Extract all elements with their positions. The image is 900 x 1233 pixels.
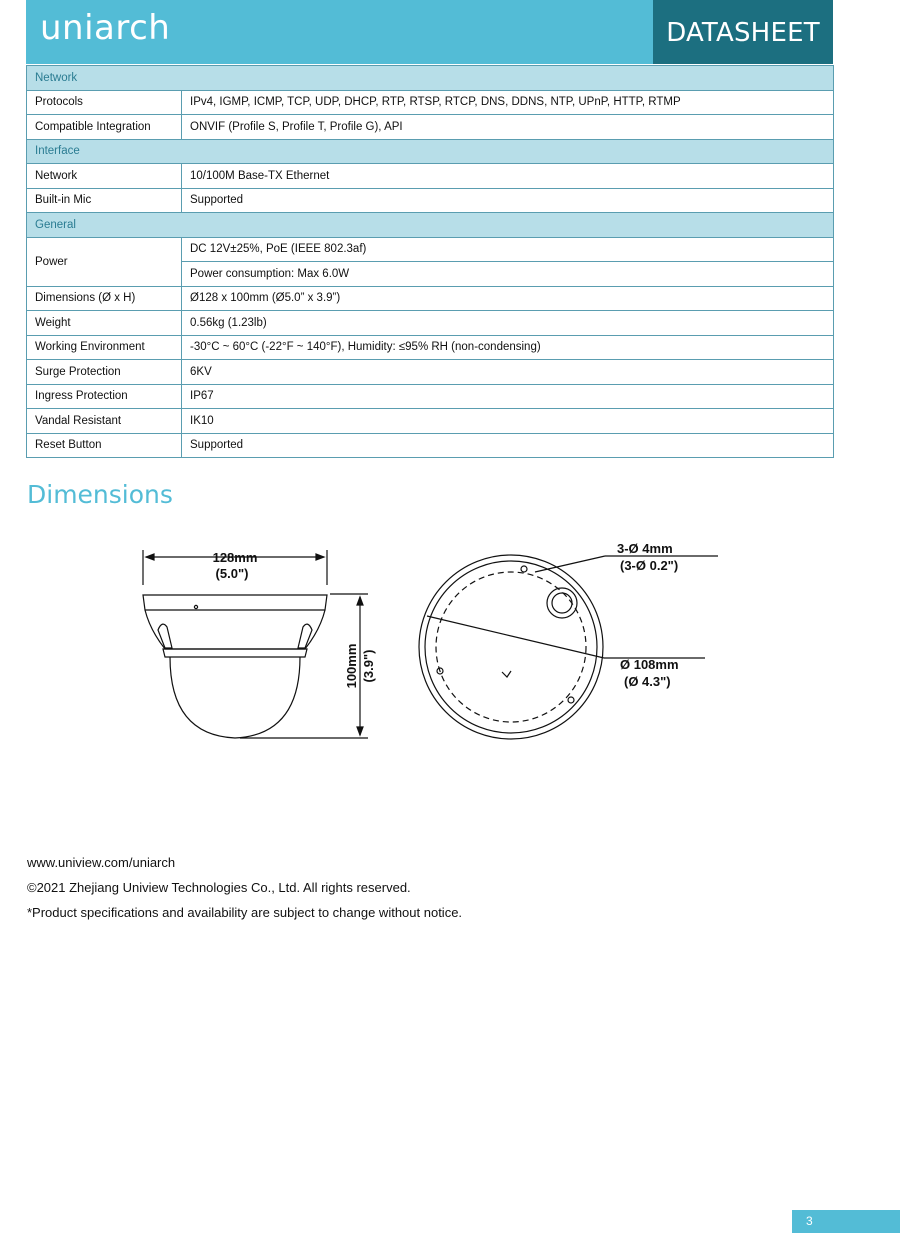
spec-row: [27, 237, 834, 262]
dimensions-drawing: [0, 520, 900, 770]
spec-label: Power: [27, 237, 182, 286]
spec-label: Network: [27, 164, 182, 189]
spec-value: Power consumption: Max 6.0W: [182, 262, 834, 287]
datasheet-badge: DATASHEET: [653, 0, 833, 64]
section-header-row: [27, 139, 834, 164]
width-in-label: (5.0"): [215, 566, 249, 581]
bottom-view-drawing: [419, 555, 718, 739]
spec-row: [27, 409, 834, 434]
height-in-label: (3.9"): [361, 649, 376, 683]
spec-value: Supported: [182, 188, 834, 213]
width-mm-label: 128mm: [212, 550, 258, 565]
camera-bracket-left: [158, 624, 172, 648]
spec-label: Reset Button: [27, 433, 182, 458]
inner-circle: [425, 561, 597, 733]
section-header-row: [27, 213, 834, 238]
camera-bracket-right: [298, 624, 312, 648]
spec-label: Built-in Mic: [27, 188, 182, 213]
spec-row: [27, 311, 834, 336]
mount-hole-1: [521, 566, 527, 572]
section-title: General: [27, 213, 834, 238]
spec-row: [27, 360, 834, 385]
spec-table: [26, 65, 834, 458]
height-mm-label: 100mm: [344, 643, 359, 689]
spec-row: [27, 164, 834, 189]
spec-row: [27, 90, 834, 115]
arrow-left: [146, 554, 154, 560]
dashed-circle: [436, 572, 586, 722]
camera-body: [145, 610, 325, 649]
camera-base: [143, 595, 327, 610]
spec-value: 10/100M Base-TX Ethernet: [182, 164, 834, 189]
arrow-right: [316, 554, 324, 560]
holes-leader: [535, 556, 605, 572]
spec-label: Vandal Resistant: [27, 409, 182, 434]
section-title: Network: [27, 66, 834, 91]
spec-label: Weight: [27, 311, 182, 336]
spec-value: IPv4, IGMP, ICMP, TCP, UDP, DHCP, RTP, RTSP, RTCP, DNS, DDNS, NTP, UPnP, HTTP, RTMP: [182, 90, 834, 115]
spec-row: [27, 433, 834, 458]
camera-ring: [163, 649, 307, 657]
spec-label: Compatible Integration: [27, 115, 182, 140]
cable-port-inner: [552, 593, 572, 613]
spec-row: [27, 115, 834, 140]
spec-label: Dimensions (Ø x H): [27, 286, 182, 311]
spec-value: IP67: [182, 384, 834, 409]
spec-label: Protocols: [27, 90, 182, 115]
spec-value: -30°C ~ 60°C (-22°F ~ 140°F), Humidity: ≤95% RH (non-condensing): [182, 335, 834, 360]
spec-label: Surge Protection: [27, 360, 182, 385]
spec-row: [27, 286, 834, 311]
diameter-line: [427, 616, 604, 658]
arrow-mark: [502, 671, 511, 677]
diameter-in-label: (Ø 4.3"): [624, 674, 671, 689]
footer-disclaimer: *Product specifications and availability are subject to change without notice.: [27, 905, 463, 920]
section-title: Interface: [27, 139, 834, 164]
mount-hole-3: [568, 697, 574, 703]
holes-mm-label: 3-Ø 4mm: [617, 541, 673, 556]
brand-logo: uniarch: [40, 8, 171, 48]
spec-row: [27, 384, 834, 409]
holes-in-label: (3-Ø 0.2"): [620, 558, 679, 573]
camera-dome: [170, 657, 300, 738]
camera-screw: [194, 605, 197, 608]
page-number: 3: [792, 1210, 900, 1233]
spec-row: [27, 335, 834, 360]
spec-value: 0.56kg (1.23lb): [182, 311, 834, 336]
footer-url[interactable]: www.uniview.com/uniarch: [27, 855, 176, 870]
section-header-row: [27, 66, 834, 91]
spec-value: DC 12V±25%, PoE (IEEE 802.3af): [182, 237, 834, 262]
diameter-mm-label: Ø 108mm: [620, 657, 679, 672]
spec-value: ONVIF (Profile S, Profile T, Profile G), API: [182, 115, 834, 140]
spec-row: [27, 188, 834, 213]
footer-copyright: ©2021 Zhejiang Uniview Technologies Co., Ltd. All rights reserved.: [27, 880, 411, 895]
outer-circle: [419, 555, 603, 739]
spec-value: 6KV: [182, 360, 834, 385]
spec-value: Supported: [182, 433, 834, 458]
side-view-drawing: [143, 550, 368, 738]
spec-label: Working Environment: [27, 335, 182, 360]
spec-label: Ingress Protection: [27, 384, 182, 409]
dimensions-heading: Dimensions: [27, 480, 173, 509]
spec-value: Ø128 x 100mm (Ø5.0” x 3.9”): [182, 286, 834, 311]
spec-value: IK10: [182, 409, 834, 434]
